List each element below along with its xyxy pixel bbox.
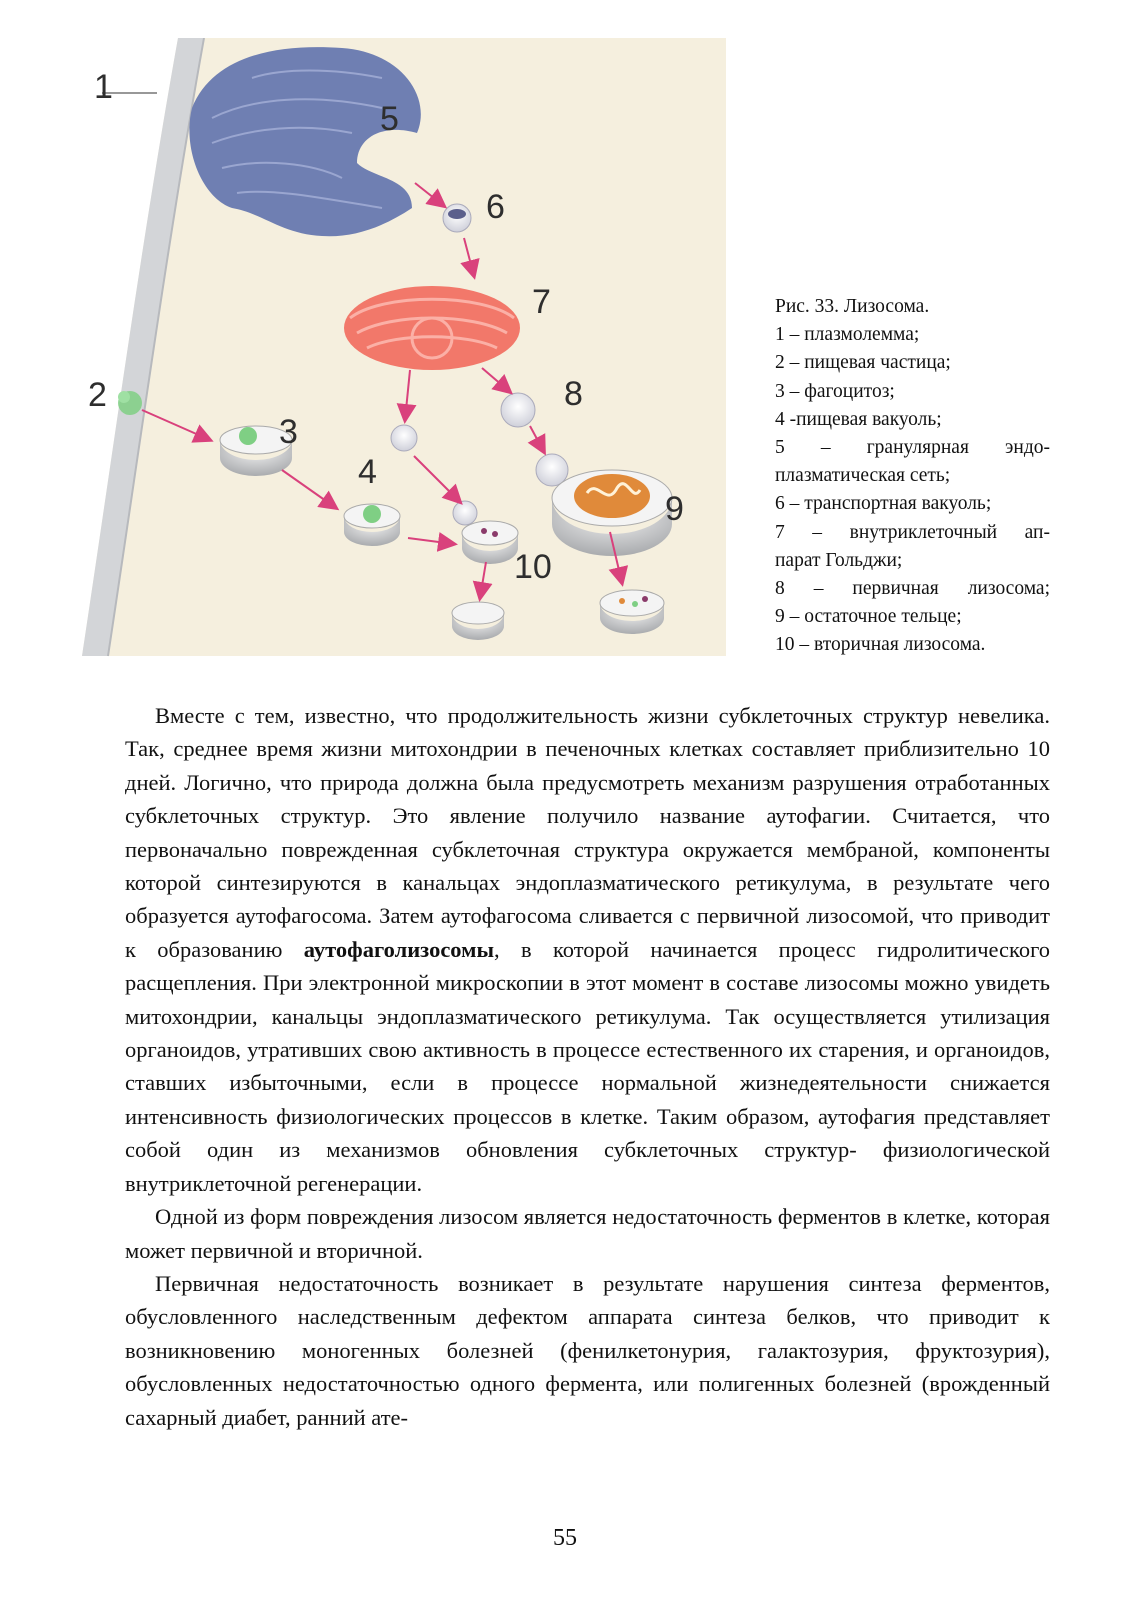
caption-item: парат Гольджи; (775, 549, 903, 571)
figure-caption (775, 293, 1050, 660)
bold-term: аутофаголизосомы (303, 936, 495, 962)
paragraph-text: Вместе с тем, известно, что продолжительность жизни субклеточных структур невелика. Так, среднее время жизни митохондрии в печеночных клетках составляет приблизительно 10 дней. Логично, что природа должна была предусмотреть механизм разрушения отработанных субклеточных структур. Это явление получило название аутофагии. Считается, что первоначально поврежденная субклеточная структура окружается мембраной, компоненты которой синтезируются в канальцах эндоплазматического ретикулума, в результате чего образуется аутофагосома. Затем аутофагосома сливается с первичной лизосомой, что приводит к образованию (125, 703, 1050, 962)
figure-label-5: 5 (380, 100, 399, 138)
caption-item: 5 – гранулярная эндо- (775, 437, 1050, 459)
golgi-apparatus-shape (344, 286, 520, 370)
figure-label-4: 4 (358, 453, 377, 491)
caption-item: 7 – внутриклеточный ап- (775, 521, 1050, 543)
figure-label-7: 7 (532, 283, 551, 321)
lysosome-figure (82, 38, 742, 670)
figure-label-8: 8 (564, 375, 583, 413)
figure-label-1: 1 (94, 68, 113, 106)
body-text (125, 699, 1050, 1434)
caption-item: 6 – транспортная вакуоль; (775, 493, 992, 515)
figure-label-9: 9 (665, 490, 684, 528)
caption-item: 10 – вторичная лизосома. (775, 634, 986, 656)
figure-label-6: 6 (486, 188, 505, 226)
paragraph-text: , в которой начинается процесс гидролитического расщепления. При электронной микроскопии в этот момент в составе лизосомы можно увидеть митохондрии, канальцы эндоплазматического ретикулума. Так осуществляется утилизация органоидов, утративших свою активность в процессе естественного их старения, и органоидов, ставших избыточными, если в процессе нормальной жизнедеятельности снижается интенсивность физиологических процессов в клетке. Таким образом, аутофагия представляет собой один из механизмов обновления субклеточных структур- физиологической внутриклеточной регенерации. (125, 936, 1051, 1196)
page-number: 55 (553, 1525, 577, 1551)
figure-label-3: 3 (279, 413, 298, 451)
caption-item: 4 -пищевая вакуоль; (775, 408, 942, 430)
figure-label-2: 2 (88, 376, 107, 414)
caption-item: 3 – фагоцитоз; (775, 380, 895, 402)
paragraph-enzyme-deficiency: Одной из форм повреждения лизосом является недостаточность ферментов в клетке, которая может первичной и вторичной. (125, 1204, 1050, 1263)
caption-item: плазматическая сеть; (775, 465, 951, 487)
figure-label-10: 10 (514, 548, 552, 586)
caption-item: 8 – первичная лизосома; (775, 578, 1050, 600)
lysosome-illustration (82, 38, 742, 670)
paragraph-primary-deficiency: Первичная недостаточность возникает в результате нарушения синтеза ферментов, обусловленного наследственным дефектом аппарата синтеза белков, что приводит к возникновению моногенных болезней (фенилкетонурия, галактозурия, фруктозурия), обусловленных недостаточностью одного фермента, или полигенных болезней (врожденный сахарный диабет, ранний ате- (125, 1270, 1050, 1430)
caption-title: Рис. 33. Лизосома. (775, 296, 930, 317)
caption-item: 9 – остаточное тельце; (775, 606, 962, 628)
paragraph-autophagy (125, 699, 1050, 1200)
caption-item: 1 – плазмолемма; (775, 324, 920, 346)
caption-item: 2 – пищевая частица; (775, 352, 951, 374)
